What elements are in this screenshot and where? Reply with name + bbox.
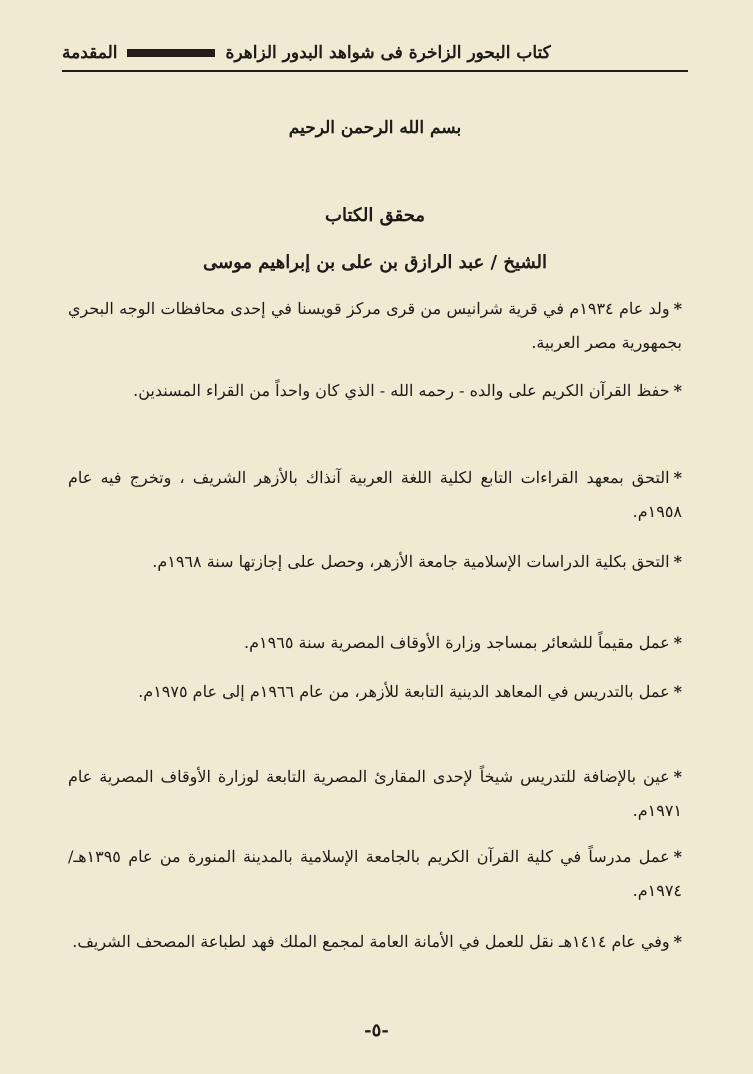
bullet-star: * <box>673 682 682 701</box>
bullet-star: * <box>673 932 682 951</box>
bullet-star: * <box>673 552 682 571</box>
bio-paragraph <box>68 461 682 529</box>
bio-paragraph <box>68 675 682 709</box>
paragraph-text: التحق بكلية الدراسات الإسلامية جامعة الأزهر، وحصل على إجازتها سنة ١٩٦٨م. <box>152 552 670 571</box>
bio-paragraph <box>68 626 682 660</box>
bullet-star: * <box>673 847 682 866</box>
page-number: -٥- <box>364 1020 389 1041</box>
paragraph-text: وفي عام ١٤١٤هـ نقل للعمل في الأمانة العامة لمجمع الملك فهد لطباعة المصحف الشريف. <box>72 932 670 951</box>
bio-paragraph <box>68 925 682 959</box>
bullet-star: * <box>673 633 682 652</box>
header-decorative-bar <box>127 49 215 57</box>
header-section-label: المقدمة <box>62 43 118 63</box>
paragraph-text: التحق بمعهد القراءات التابع لكلية اللغة العربية آنذاك بالأزهر الشريف ، وتخرج فيه عام ١٩٥٨م. <box>68 468 682 521</box>
bullet-star: * <box>673 468 682 487</box>
paragraph-text: عين بالإضافة للتدريس شيخاً لإحدى المقارئ المصرية التابعة لوزارة الأوقاف المصرية عام ١٩٧١م. <box>68 767 682 820</box>
bullet-star: * <box>673 299 683 318</box>
bullet-star: * <box>673 767 682 786</box>
bio-paragraph <box>68 292 682 360</box>
paragraph-text: عمل بالتدريس في المعاهد الدينية التابعة للأزهر، من عام ١٩٦٦م إلى عام ١٩٧٥م. <box>138 682 670 701</box>
paragraph-text: عمل مقيماً للشعائر بمساجد وزارة الأوقاف المصرية سنة ١٩٦٥م. <box>244 633 670 652</box>
paragraph-text: عمل مدرساً في كلية القرآن الكريم بالجامعة الإسلامية بالمدينة المنورة من عام ١٣٩٥هـ/ ١٩٧٤م. <box>68 847 682 900</box>
bio-paragraph <box>68 840 682 908</box>
header-book-title: كتاب البحور الزاخرة فى شواهد البدور الزاهرة <box>225 43 551 63</box>
running-header <box>62 38 688 68</box>
section-heading: محقق الكتاب <box>325 205 425 226</box>
bio-paragraph <box>68 760 682 828</box>
paragraph-text: حفظ القرآن الكريم على والده - رحمه الله - الذي كان واحداً من القراء المسندين. <box>133 381 670 400</box>
bio-paragraph <box>68 545 682 579</box>
header-rule <box>62 70 688 72</box>
author-name: الشيخ / عبد الرازق بن على بن إبراهيم موسى <box>203 252 547 273</box>
paragraph-text: ولد عام ١٩٣٤م في قرية شرانيس من قرى مركز قويسنا في إحدى محافظات الوجه البحري بجمهورية مصر العربية. <box>68 299 682 352</box>
bullet-star: * <box>673 381 682 400</box>
basmala: بسم الله الرحمن الرحيم <box>288 118 462 138</box>
bio-paragraph <box>68 374 682 408</box>
